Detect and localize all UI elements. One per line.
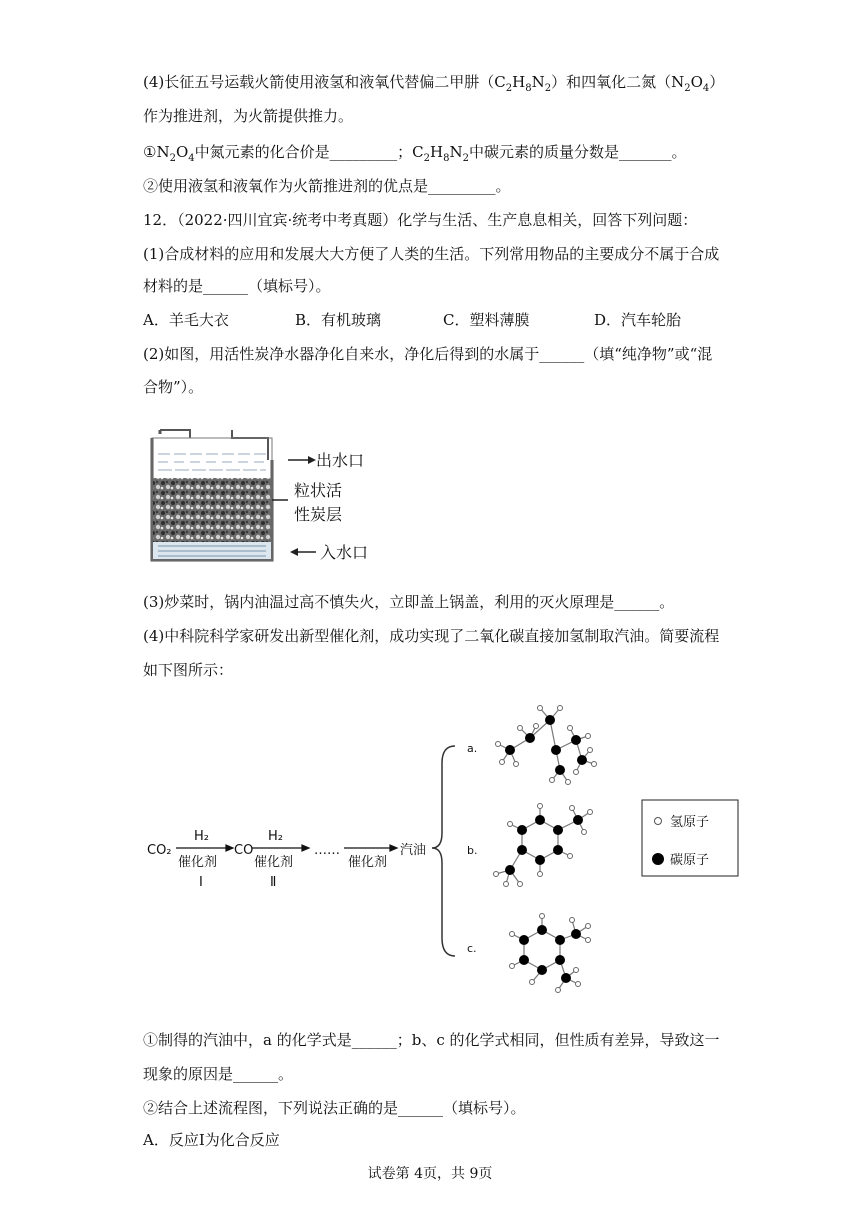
carbon-label-line2: 性炭层 — [294, 505, 343, 524]
gasoline-synthesis-diagram — [0, 688, 860, 1018]
legend-hydrogen: 氢原子 — [670, 815, 710, 830]
molecule-c — [510, 914, 591, 993]
q12-subq2: ②结合上述流程图，下列说法正确的是______（填标号）。 — [143, 1099, 526, 1117]
catalyst-label-1: 催化剂 — [178, 855, 218, 870]
q12-part4-line2: 如下图所示： — [143, 661, 234, 679]
option-c: C．塑料薄膜 — [443, 311, 530, 329]
water-filter-diagram — [0, 420, 860, 580]
legend-carbon: 碳原子 — [670, 853, 710, 868]
q12-part1-line2: 材料的是______（填标号）。 — [143, 277, 331, 295]
dots-label: …… — [314, 843, 340, 858]
q11-subq1: $①N_2O_4$中氮元素的化合价是_________；$C_2H_8N_2$中碳元素的质量分数是_______。 — [143, 143, 687, 164]
step-1-label: Ⅰ — [199, 875, 203, 890]
q12-subq1-line2: 现象的原因是______。 — [143, 1065, 294, 1083]
q12-part2-line2: 合物”）。 — [143, 378, 204, 396]
catalyst-label-3: 催化剂 — [348, 855, 388, 870]
q11-subq2: ②使用液氢和液氧作为火箭推进剂的优点是_________。 — [143, 177, 511, 195]
q12-subq1-line1: ①制得的汽油中，a 的化学式是______；b、c 的化学式相同，但性质有差异，导致这一 — [143, 1031, 720, 1049]
carbon-legend-icon — [652, 853, 664, 865]
option-a: A．羊毛大衣 — [143, 311, 229, 329]
q12-part2-line1: (2)如图，用活性炭净水器净化自来水，净化后得到的水属于______（填“纯净物”或“混 — [143, 345, 713, 363]
catalyst-label-2: 催化剂 — [254, 855, 294, 870]
co-label: CO — [234, 843, 254, 858]
molecule-a — [496, 706, 597, 785]
h2-label-1: H₂ — [194, 829, 209, 844]
inlet-arrow — [290, 548, 316, 556]
flow-arrows — [176, 845, 397, 851]
label-c: c. — [467, 942, 477, 955]
inlet-label: 入水口 — [320, 543, 369, 562]
h2-label-2: H₂ — [268, 829, 283, 844]
label-a: a. — [467, 742, 478, 755]
carbon-label-line1: 粒状活 — [294, 481, 343, 500]
q12-header: 12．（2022·四川宜宾·统考中考真题）化学与生活、生产息息相关，回答下列问题： — [143, 211, 698, 229]
legend — [642, 800, 738, 876]
label-b: b. — [467, 844, 478, 857]
gasoline-label: 汽油 — [400, 843, 427, 858]
q12-part4-line1: (4)中科院科学家研发出新型催化剂，成功实现了二氧化碳直接加氢制取汽油。简要流程 — [143, 627, 720, 645]
q11-part4-line1: (4)长征五号运载火箭使用液氢和液氧代替偏二甲肼$(C_2H_8N_2)$和四氧化二氮$(N_2O_4)$ — [143, 73, 725, 94]
molecule-b — [494, 804, 593, 887]
filter-container — [152, 430, 272, 560]
page-footer: 试卷第 4页，共 9页 — [367, 1166, 493, 1182]
q12-part3: (3)炒菜时，锅内油温过高不慎失火，立即盖上锅盖，利用的灭火原理是______。 — [143, 593, 675, 611]
co2-label: CO₂ — [147, 843, 172, 858]
option-d: D．汽车轮胎 — [594, 311, 682, 329]
option-b: B．有机玻璃 — [295, 311, 382, 329]
activated-carbon-layer — [153, 478, 271, 542]
q11-part4-line2: 作为推进剂，为火箭提供推力。 — [143, 107, 354, 125]
step-2-label: Ⅱ — [270, 875, 277, 890]
outlet-label: 出水口 — [316, 451, 365, 470]
brace — [432, 746, 455, 956]
q12-part1-line1: (1)合成材料的应用和发展大大方便了人类的生活。下列常用物品的主要成分不属于合成 — [143, 245, 720, 263]
hydrogen-legend-icon — [655, 818, 662, 825]
q12-option-a: A．反应Ⅰ为化合反应 — [143, 1131, 280, 1149]
outlet-arrow — [288, 456, 316, 464]
